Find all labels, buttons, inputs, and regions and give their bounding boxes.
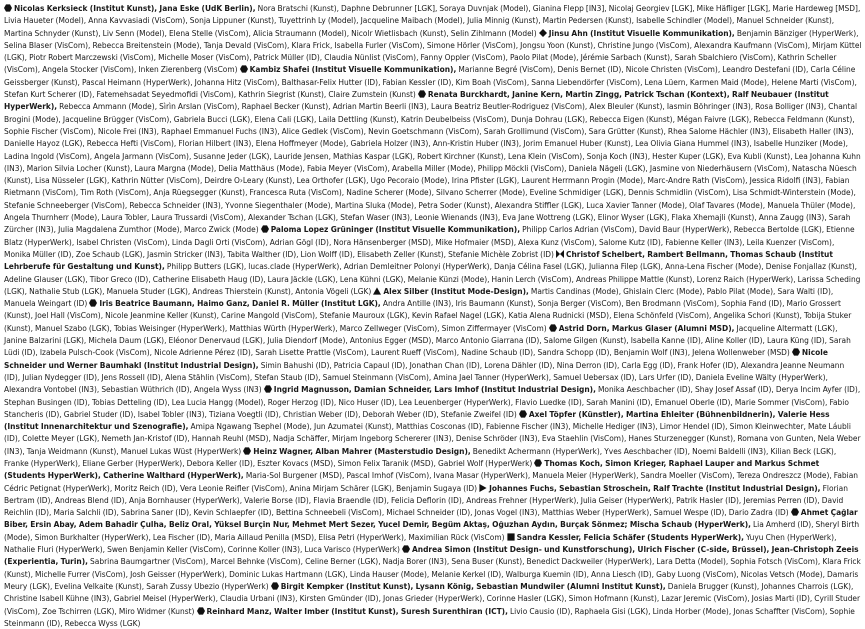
entry-lead: Paloma Lopez Grüninger (Institut Visuelle Kommunikation),	[270, 224, 521, 235]
entry-text: Florian Bertram (ID), Andreas Blend (ID), Anja Bornhauser (HyperWerk), Valerie Borse (ID), Flavia Braendle (ID), Felicia Deflorin (ID), Andreas Frehner (HyperWerk), Julia Geiser (HyperWerk), Patrik Hasler (ID), Jeremias Perren (ID), David Reichlin (ID), Maria Salchli (ID), Sabrina Saner (ID), Kevin Schlaepfer (ID), Bettina Schneebeli (VisCom), Michael Schneider (ID), Jonas Vogel (IN3), Matthias Weber (HyperWerk), Samuel Wespe (ID), Dario Zadra (ID)	[4, 482, 848, 518]
entry-lead: Heinz Wagner, Alban Mahrer (Masterstudio Design),	[253, 445, 471, 456]
entry-text: Amipa Ngawang Tsephel (Mode), Jun Azumatei (Kunst), Matthias Cosconas (ID), Fabienne Fischer (IN3), Michelle Hediger (IN3), Limor Hendel (ID), Simon Kleinwechter, Mate Láubli (ID), Colette Meyer (LGK), Nemeth Jan-Kristof (ID), Hannah Reuhl (MSD), Nadja Schäffer, Mirjam Ingeborg Schererer (IN3), Denise Schröder (IN3), Eva Staehlin (VisCom), Hanes Sturzenegger (Kunst), Romana von Gunten, Nela Weber (IN3), Tanja Weidmann (Kunst), Manuel Lukas Wüst (HyperWerk)	[4, 421, 861, 456]
entry-text: Marianne Begré (VisCom), Denis Bernet (ID), Nicole Christen (VisCom), Leandro Destefani (ID), Carla Céline Geissberger (Kunst), Pascal Heimann (HyperWerk), Johanna Hitz (VisCom), Balthasar-Felix Hutter (ID), Fabian Kessler (ID), Kim Boah (VisCom), Sanna Liebendörfer (VisCom), Lena Lüern, Karmen Maid (Mode), Helene Marti (VisCom), Stefan Kurt Scherer (ID), Fatemehsadat Seyedmofidi (VisCom), Kathrin Siegrist (Kunst), Claire Zumstein (Kunst)	[4, 64, 857, 100]
entry-lead: Alex Silber (Institut Mode-Design),	[383, 285, 529, 296]
entry-text: Martis Candinas (Mode), Ghislain Clerc (Mode), Pablo Pilat (Mode), Sara Walti (ID), Manuela Weingart (ID)	[4, 285, 834, 309]
entry-text: Philipp Butters (LGK), lucas.clade (HyperWerk), Adrian Demleitner Polonyi (HyperWerk), Danja Célina Fasel (LGK), Julianna Filep (LGK), Anna-Lena Fischer (Mode), Denise Fonjallaz (Kunst), Adeline Glauser (LGK), Tibor Greco (ID), Catherine Elisabeth Haug (ID), Laura Jäckle (LGK), Lena Kühni (LGK), Melanie Künzi (Mode), Hanin Lerch (VisCom), Andreas Philippe Mattle (Kunst), Lorenz Raich (HyperWerk), Larissa Scheding (LGK), Nathalie Stub (LGK), Manuela Studer (LGK), Andreas Thierstein (Kunst), Antonia Vögeli (LGK)	[4, 261, 861, 296]
hexagon-icon	[197, 607, 205, 615]
entry-lead: Thomas Koch, Simon Krieger, Raphael Lauper and Markus Schmet (Students HyperWerk), Catherine Walthard (HyperWerk),	[4, 457, 820, 481]
entry-text: Nora Bratschi (Kunst), Daphne Debrunner [LGK], Soraya Duvnjak (Model), Gianina Flepp [IN3], Nicolaj Georgiev [LGK], Mike Häfliger [LGK], Marie Hardeweg [MSD], Livia Haueter (Model), Anna Kavvasiadi (VisCom), Sonja Lippuner (Kunst), Tuyettrinh Ly (Model), Jacqueline Maibach (Model), Julia Minnig (Kunst), Martin Pedersen (Kunst), Isabelle Schindler (Model), Manuel Schneider (Kunst), Martina Schnyder (Kunst), Liv Senn (Model), Elena Stelle (VisCom), Alicia Straumann (Model), Nicolr Wietlisbach (Kunst), Selin Zihlmann (Model)	[4, 3, 861, 38]
triangle-icon	[373, 287, 381, 295]
entry-lead: Astrid Dorn, Markus Glaser (Alumni MSD),	[558, 322, 735, 333]
entry-lead: Iris Beatrice Baumann, Haimo Ganz, Daniel R. Müller (Institut LGK),	[99, 298, 381, 309]
hexagon-icon	[519, 410, 527, 418]
entry-text: Sabrina Baumgartner (VisCom), Marcel Behnke (VisCom), Celine Berner (LGK), Nadja Borer (IN3), Sena Buser (Kunst), Benedict Dackweiler (HyperWerk), Lara Detta (Model), Sophia Fotsch (VisCom), Klara Frick (Kunst), Michelle Furrer (VisCom), Josh Geisser (HyperWerk), Dominic Lukas Hartmann (LGK), Linda Hauser (Mode), Melanie Kerkel (ID), Walburga Kuemin (ID), Anna Liesch (ID), Gaby Luong (VisCom), Nicolas Vetsch (Mode), Damaris Meury (LGK), Evelina Velkaite (Kunst), Sarah Zussy Ubezio (HyperWerk)	[4, 556, 861, 591]
hexagon-icon	[4, 4, 12, 12]
hexagon-icon	[791, 508, 799, 516]
entry-lead: Nicole Schneider und Werner Baumhakl (Institut Industrial Design),	[4, 347, 828, 370]
hexagon-icon	[240, 65, 248, 73]
bowtie-icon	[556, 250, 564, 258]
hexagon-icon	[402, 545, 410, 553]
hexagon-icon	[243, 447, 251, 455]
entry-text: Lia Amherd (ID), Sheryl Birth (Mode), Simon Burkhalter (HyperWerk), Lea Fischer (ID), Maria Aillaud Penilla (MSD), Elisa Petri (HyperWerk), Maximilian Rück (VisCom)	[4, 519, 860, 542]
entry-lead: Reinhard Manz, Walter Imber (Institut Kunst), Suresh Surenthiran (ICT),	[206, 605, 508, 616]
entry-lead: Nicolas Kerksieck (Institut Kunst), Jana Eske (UdK Berlin),	[14, 3, 256, 13]
entry-lead: Ingrid Magnusson, Damian Schneider, Lars Imhof (Institut Industrial Design),	[273, 384, 596, 395]
entry-lead: Renata Burckhardt, Janine Kern, Martin Zingg, Patrick Tschan (Kontext), Ralf Neubauer (Institut HyperWerk),	[4, 89, 829, 112]
entry-text: Andra Antille (IN3), Iris Baumann (Kunst), Sonja Berger (VisCom), Ben Brodmann (VisCom), Sophia Fand (ID), Mario Grossert (Kunst), Joel Hall (VisCom), Nicole Jeanmine Keller (Kunst), Carine Mangold (VisCom), Stefanie Mauroux (LGK), Kevin Rafael Nagel (LGK), Katia Alena Rudnicki (MSD), Elena Schönfeld (VisCom), Angelika Schori (Kunst), Tobija Stuker (Kunst), Manuel Szabo (LGK), Tobias Weisinger (HyperWerk), Matthias Würth (HyperWerk), Marco Zellweger (VisCom), Simon Ziffermayer (VisCom)	[4, 298, 852, 333]
entry-text: Philipp Carlos Adrian (VisCom), David Baur (HyperWerk), Rebecca Bertolde (LGK), Etienne Blatz (HyperWerk), Isabel Christen (VisCom), Linda Dagli Orti (VisCom), Adrian Gögl (ID), Nora Hänsenberger (MSD), Mike Hofmaier (MSD), Alexa Kunz (VisCom), Salome Kutz (ID), Fabienne Keller (IN3), Leila Kuenzer (VisCom), Monika Müller (ID), Zoe Schaub (LGK), Jasmin Stricker (IN3), Tabita Walther (ID), Lion Wolff (ID), Elisabeth Zeller (Kunst), Stefanie Michèle Zobrist (ID)	[4, 224, 855, 259]
hexagon-icon	[89, 299, 97, 307]
entry-text: Maria-Sol Burgener (MSD), Pascal Imhof (VisCom), Ivana Masar (HyperWerk), Manuela Meier (HyperWerk), Sandra Moeller (VisCom), Tereza Ondreszcz (Mode), Fabian Cédric Petignat (HyperWerk), Moritz Reich (ID), Vera Leonie Reifler (VisCom), Anina Mirjam Schärer (LGK), Benjamin Sugaya (ID)	[4, 470, 859, 493]
entry-text: Rebecca Ammann (Mode), Sìrìn Arslan (VisCom), Raphael Becker (Kunst), Adrian Martin Beerli (IN3), Laura Beatriz Beutler-Rodriguez (VisCom), Alex Bleuler (Kunst), Iasmin Böhringer (IN3), Rosa Bolliger (IN3), Chantal Brogini (Mode), Jacqueline Brügger (VisCom), Gabriela Bucci (LGK), Elena Cali (LGK), Laila Dettling (Kunst), Katrin Deubelbeiss (VisCom), Dunja Dohrau (LGK), Rebecca Eigen (Kunst), Mégan Faivre (LGK), Rebecca Feldmann (Kunst), Sophie Fischer (VisCom), Nicole Frei (IN3), Raphael Emmanuel Fuchs (IN3), Alice Gedlek (VisCom), Nevin Goetschmann (VisCom), Sarah Grollimund (VisCom), Sara Grütter (Kunst), Rhea Salome Hächler (IN3), Elisabeth Haller (IN3), Danielle Hayoz (LGK), Rebecca Hefti (VisCom), Florian Hilbert (IN3), Elena Hoffmeyer (Mode), Gabriela Holzer (IN3), Ann-Kristin Huber (IN3), Jorim Emanuel Huber (Kunst), Lea Olivia Giana Hummel (IN3), Isabelle Hunziker (Mode), Ladina Ingold (VisCom), Angela Jarmann (VisCom), Susanne Jeder (LGK), Lauride Jensen, Mathias Kaspar (LGK), Robert Kirchner (Kunst), Lena Klein (VisCom), Sonja Koch (IN3), Hester Kuper (LGK), Eva Kubli (Kunst), Lea Johanna Kuhn (IN3), Marion Silvia Locher (Kunst), Laura Margna (Mode), Delia Matthäus (Mode), Fabia Meyer (VisCom), Arabella Miller (Mode), Philipp Möckli (VisCom), Daniela Nägeli (LGK), Jasmine von Niederhäusern (VisCom), Natascha Nüesch (Kunst), Lisa Nüsseler (LGK), Kathrin Nütter (VisCom), Deirdre O›Leary (Kunst), Lea Orthofer (LGK), Ugo Pecoraio (Mode), Irina Pfister (LGK), Laurent Herrmann Progin (Mode), Marc-Andre Rath (VisCom), Jessica Ridolfi (IN3), Fabian Rietmann (VisCom), Tim Roth (VisCom), Anja Rüegsegger (Kunst), Francesca Ruta (VisCom), Nadine Scherer (Mode), Silvano Scherrer (Mode), Eveline Schmidiger (LGK), Dennis Schmidlin (VisCom), Lisa Schmidt-Winterstein (Mode), Stefanie Schneeberger (VisCom), Rebecca Schneider (IN3), Yvonne Siegenthaler (Mode), Martina Sluka (Mode), Petra Soder (Kunst), Alexandra Stiffler (LGK), Luca Xavier Tanner (Mode), Olaf Tavares (Mode), Manuela Thüler (Mode), Angela Thurnherr (Mode), Laura Tobler, Laura Trussardi (VisCom), Alexander Tschan (LGK), Stefan Waser (IN3), Leonie Wienands (IN3), Eva Jane Wottreng (LGK), Elinor Wyser (LGK), Flaka Xhemajli (Kunst), Anna Zaugg (IN3), Sarah Zürcher (IN3), Julia Magdalena Zumthor (Mode), Marco Zwick (Mode)	[4, 101, 861, 235]
entry-text: Livio Causio (ID), Raphaela Gisi (LGK), Linda Horber (Mode), Jonas Schaffter (VisCom), Sophie Steinmann (ID), Rebecca Wyss (LGK)	[4, 605, 855, 628]
hexagon-icon	[418, 90, 426, 98]
triangle-right-icon	[479, 484, 487, 492]
entry-text: Daniela Brugger (Kunst), Johannes Charrois (LGK), Christine Isabell Kühne (IN3), Gabriel Meisel (HyperWerk), Claudia Urbani (IN3), Kirsten Gmünder (ID), Jonas Grieder (HyperWerk), Corinne Hasler (LGK), Simon Hofmann (Kunst), Lazar Jeremic (VisCom), Josias Marti (ID), Cyrill Studer (VisCom), Zoe Tschirren (LGK), Miro Widmer (Kunst)	[4, 580, 861, 616]
hexagon-icon	[264, 385, 272, 393]
hexagon-icon	[549, 324, 557, 332]
entry-lead: Kambiz Shafei (Institut Visuelle Kommunikation),	[249, 64, 457, 75]
entry-lead: Ahmet Çağlar Biber, Ersin Abay, Adem Bahadir Çulha, Beliz Oral, Yüksel Burçin Nur, Mehmet Mert Sezer, Yucel Demir, Begüm Aktaş, Oğuzhan Aydın, Burçak Sönmez; Mischa Schaub (HyperWerk),	[4, 507, 858, 530]
entry-text: Jacqueline Altermatt (LGK), Janine Balzarini (LGK), Michela Daum (LGK), Eléonor Denervaud (LGK), Julia Diendorf (Mode), Antonius Egger (MSD), Marco Antonio Giarrana (ID), Salome Gilgen (Kunst), Isabella Kanne (ID), Aline Koller (ID), Laura Küng (ID), Sarah Lüdi (ID), Izabela Pulsch-Cook (VisCom), Nicole Adrienne Pérez (ID), Sarah Lisette Prattle (VisCom), Laurent Rueff (VisCom), Nadine Schaub (ID), Sandra Schopp (ID), Benjamin Wolf (IN3), Jelena Wollenweber (MSD)	[4, 322, 851, 358]
hexagon-icon	[271, 582, 279, 590]
credit-entry-4	[4, 89, 861, 234]
entry-text: Yuyu Chen (HyperWerk), Nathalie Fluri (HyperWerk), Swen Benjamin Keller (VisCom), Corinne Koller (IN3), Luca Varisco (HyperWerk)	[4, 531, 837, 555]
entry-lead: Andrea Simon (Institut Design- und Kunstforschung), Ulrich Fischer (C-side, Brüssel), Jean-Christoph Zeeis (Experientia, Turin),	[4, 544, 859, 567]
entry-lead: Johannes Fuchs, Sebastian Stroschein, Ralf Trachte (Institut Industrial Design),	[489, 482, 821, 493]
entry-lead: Axel Töpfer (Künstler), Martina Ehleiter (Bühnenbildnerin), Valerie Hess (Institut Innenarchitektur und Szenografie),	[4, 408, 830, 432]
hexagon-icon	[261, 225, 269, 233]
entry-lead: Sandra Kessler, Felicia Schäfer (Students HyperWerk),	[516, 531, 744, 542]
diamond-icon	[539, 29, 547, 37]
entry-text: Simin Bahushi (ID), Patricia Capaul (ID), Jonathan Chan (ID), Lorena Dähler (ID), Nina Derron (ID), Carla Egg (ID), Frank Hofer (ID), Alexandra Jeanne Neumann (ID), Julian Nydegger (ID), Jens Rossell (ID), Alena Stählin (VisCom), Stefan Staub (ID), Samuel Steinmann (VisCom), Amina Jael Tanner (HyperWerk), Samuel Uebersax (ID), Lars Urfer (ID), Daniela Eveline Wälty (HyperWerk), Alexandra Vontobel (IN3), Sebastian Wüthrich (ID), Angela Wyss (IN3)	[4, 359, 845, 395]
entry-lead: Christof Schelbert, Rambert Bellmann, Thomas Schaub (Institut Lehrberufe für Gestaltung und Kunst),	[4, 248, 833, 272]
hexagon-icon	[534, 459, 542, 467]
entry-lead: Birgit Kempker (Institut Kunst), Lysann König, Sebastian Mundwiler (Alumni Institut Kunst),	[280, 580, 666, 591]
entry-text: Benjamin Bänziger (HyperWerk), Selina Blaser (VisCom), Rebecca Breitenstein (Mode), Tanja Devald (VisCom), Klara Frick, Isabella Furler (VisCom), Simone Hörler (VisCom), Jongsu Yoon (Kunst), Christine Jungo (VisCom), Alexandra Kaufmann (VisCom), Mirjam Küttel (LGK), Piotr Robert Marczewski (VisCom), Michelle Moser (VisCom), Patrick Müller (ID), Claudia Nünlist (VisCom), Fanny Oppler (VisCom), Paolo Pilat (Mode), Jérémie Sarbach (Kunst), Sarah Sbalchiero (VisCom), Kathrin Scheller (VisCom), Angela Stocker (VisCom), Inken Zierenberg (VisCom)	[4, 27, 862, 75]
entry-text: Benedikt Achermann (HyperWerk), Yves Aeschbacher (ID), Noemi Baldelli (IN3), Kilian Beck (LGK), Franke (HyperWerk), Eliane Gerber (HyperWerk), Debora Keller (ID), Eszter Kovacs (MSD), Simon Felix Taranik (MSD), Gabriel Wolf (HyperWerk)	[4, 445, 837, 468]
entry-lead: Jinsu Ahn (Institut Visuelle Kommunikation),	[548, 27, 735, 38]
hexagon-icon	[792, 348, 800, 356]
square-icon	[507, 533, 515, 541]
entry-text: Monika Aeschbacher (ID), Shay Josef Assaf (ID), Derya Incim Ayfer (ID), Stephan Busingen (ID), Tobias Detteling (ID), Lea Lucia Hangg (Model), Roger Herzog (ID), Nico Huser (ID), Lea Leuenberger (HyperWerk), Flavio Luedke (ID), Sarah Manini (ID), Emanuel Oberle (ID), Marie Sommer (VisCom), Fabio Stancheris (ID), Gabriel Studer (ID), Isabel Tobler (IN3), Tiziana Voegtli (ID), Christian Weber (ID), Deborah Weber (ID), Stefanie Zweifel (ID)	[4, 384, 861, 419]
